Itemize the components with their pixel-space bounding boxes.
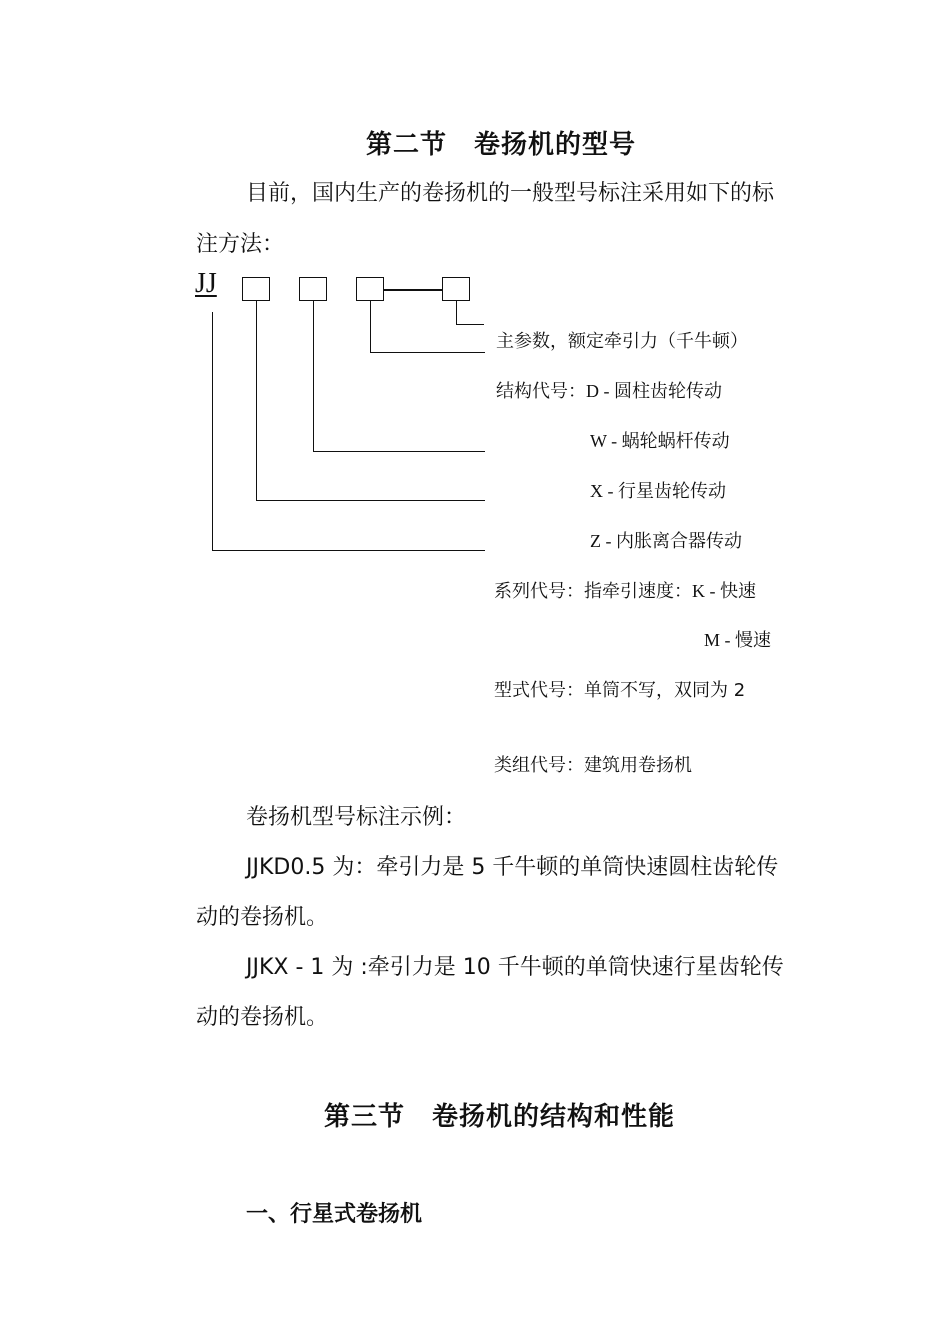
- param-leader-h: [456, 324, 484, 325]
- series-leader-h: [370, 352, 485, 353]
- examples-heading: 卷扬机型号标注示例：: [246, 805, 467, 830]
- prefix-jj: JJ: [195, 268, 217, 299]
- legend-structure-d: D - 圆柱齿轮传动: [586, 381, 722, 401]
- legend-structure-x: X - 行星齿轮传动: [590, 481, 726, 501]
- legend-series-label: 系列代号：指牵引速度：: [494, 581, 692, 602]
- series-leader-v: [370, 301, 371, 352]
- structure-code-box: [299, 277, 327, 301]
- param-code-box: [442, 277, 470, 301]
- section-3-title: 第三节 卷扬机的结构和性能: [324, 1102, 676, 1132]
- legend-structure: [496, 377, 722, 403]
- series-code-box: [356, 277, 384, 301]
- structure-leader-h: [313, 451, 485, 452]
- example-1-line-2: 动的卷扬机。: [196, 905, 329, 930]
- structure-leader-v: [313, 301, 314, 451]
- intro-line-2: 注方法：: [196, 232, 285, 257]
- box-connector: [384, 289, 442, 291]
- class-code-box: [242, 277, 270, 301]
- legend-class-code: 类组代号：建筑用卷扬机: [494, 755, 692, 776]
- prefix-leader-h: [212, 550, 485, 551]
- subsection-title: 一、行星式卷扬机: [246, 1202, 423, 1227]
- legend-structure-w: W - 蜗轮蜗杆传动: [590, 431, 730, 451]
- legend-structure-z: Z - 内胀离合器传动: [590, 531, 742, 551]
- class-leader-h: [256, 500, 485, 501]
- legend-main-param: 主参数，额定牵引力（千牛顿）: [496, 331, 748, 352]
- section-title: 第二节 卷扬机的型号: [366, 130, 637, 160]
- legend-series-k: K - 快速: [692, 581, 756, 601]
- param-leader-v: [456, 301, 457, 324]
- legend-series-m: M - 慢速: [704, 630, 771, 650]
- intro-line-1: 目前，国内生产的卷扬机的一般型号标注采用如下的标: [246, 181, 775, 206]
- example-2-line-2: 动的卷扬机。: [196, 1005, 329, 1030]
- legend-series: [494, 577, 756, 603]
- legend-structure-label: 结构代号：: [496, 381, 586, 402]
- class-leader-v: [256, 301, 257, 500]
- legend-type-code: 型式代号：单筒不写，双同为 2: [494, 680, 746, 701]
- example-2-line-1: JJKX - 1 为 :牵引力是 10 千牛顿的单筒快速行星齿轮传: [246, 955, 784, 980]
- example-1-line-1: JJKD0.5 为：牵引力是 5 千牛顿的单筒快速圆柱齿轮传: [246, 855, 779, 880]
- prefix-leader-v: [212, 312, 213, 550]
